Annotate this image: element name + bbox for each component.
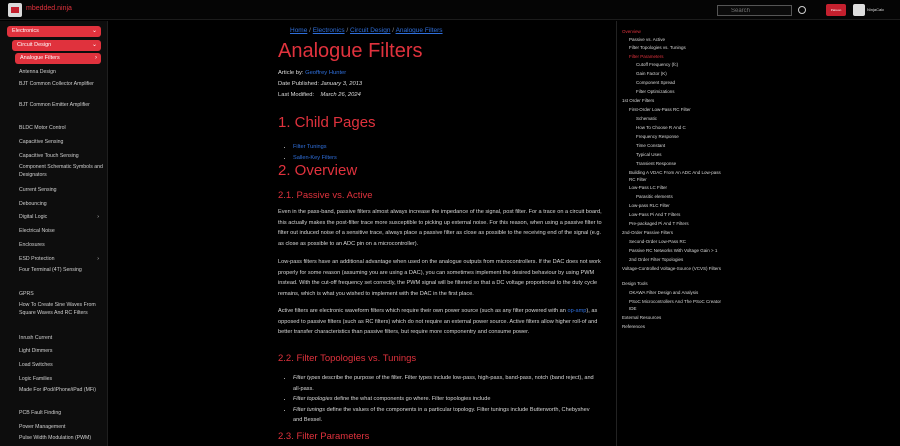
term: Filter types bbox=[293, 375, 321, 381]
site-title[interactable]: mbedded.ninja bbox=[26, 5, 72, 12]
definition: define the values of the components in a particular topology. Filter tunings include Butterworth, Chebyshev and Bessel. bbox=[293, 406, 590, 423]
sidebar-item-pwm[interactable]: Pulse Width Modulation (PWM) bbox=[19, 435, 92, 441]
breadcrumb-analogue-filters[interactable]: Analogue Filters bbox=[395, 27, 443, 34]
sidebar-item-circuit-design[interactable] bbox=[12, 40, 101, 51]
author-link[interactable]: Geoffrey Hunter bbox=[305, 70, 347, 76]
sidebar-item-current-sensing[interactable]: Current Sensing bbox=[19, 187, 57, 193]
toc-item[interactable]: Filter Optimizations bbox=[636, 89, 675, 94]
chevron-down-icon: ⌄ bbox=[91, 28, 97, 34]
sidebar-item-label: ESD Protection bbox=[19, 256, 55, 262]
sidebar-item-label: Electronics bbox=[12, 28, 39, 34]
toc-item[interactable]: Passive vs. Active bbox=[629, 37, 666, 42]
toc-item[interactable]: References bbox=[622, 324, 646, 329]
date-published bbox=[278, 81, 362, 87]
sidebar-item-sine-waves[interactable]: How To Create Sine Waves From Square Waves And RC Filters bbox=[19, 302, 96, 316]
toc-item[interactable]: First-Order Low-Pass RC Filter bbox=[629, 107, 691, 112]
sidebar-item-esd-protection[interactable] bbox=[19, 255, 103, 263]
breadcrumb-separator: / bbox=[346, 27, 349, 34]
ninjacalc-label[interactable]: NinjaCalc bbox=[867, 7, 885, 12]
definition: describe the purpose of the filter. Filter types include low-pass, high-pass, band-pass, notch (band reject), and all-pass. bbox=[293, 375, 594, 392]
definition: define the what components go where. Filter topologies include bbox=[332, 396, 491, 402]
paragraph-text: Active filters are electronic waveform filters which require their own power source (such as any filter powered with an bbox=[278, 308, 568, 314]
toc-item[interactable]: Cutoff Frequency (fc) bbox=[636, 62, 679, 67]
paragraph: Low-pass filters have an additional advantage when used on the analogue outputs from microcontrollers. If the DAC does not work properly for some reason (assuming you are using a DAC), you can sometimes implement the desired behaviour by using PWM instead. With the cut-off frequency set correctly, the PWM signal will be filtered so that a DC voltage proportional to the duty cycle remains, which is what you wished to implement with the DAC in the first place. bbox=[278, 259, 601, 297]
list-item bbox=[293, 142, 600, 153]
toc-item[interactable]: How To Choose R And C bbox=[636, 125, 686, 130]
sidebar-item-enclosures[interactable]: Enclosures bbox=[19, 242, 45, 248]
list-item bbox=[293, 405, 600, 426]
sidebar-item-four-terminal-sensing[interactable]: Four Terminal (4T) Sensing bbox=[19, 267, 82, 273]
author-label: Article by: bbox=[278, 70, 304, 76]
heading-topologies: 2.2. Filter Topologies vs. Tunings bbox=[278, 353, 417, 364]
toc-item[interactable]: OKAWA Filter Design and Analysis bbox=[629, 290, 699, 295]
toc-item[interactable]: External Resources bbox=[622, 315, 662, 320]
search-input[interactable] bbox=[717, 5, 792, 16]
sidebar-item-capacitive-touch-sensing[interactable]: Capacitive Touch Sensing bbox=[19, 153, 79, 159]
date-modified bbox=[278, 92, 361, 98]
sidebar-item-gprs[interactable]: GPRS bbox=[19, 291, 34, 297]
sidebar-item-bjt-common-collector[interactable]: BJT Common Collector Amplifier bbox=[19, 81, 94, 87]
toc-item[interactable]: Voltage-Controlled Voltage-Source (VCVS) Filters bbox=[622, 266, 722, 271]
toc-item[interactable]: 2nd Order Filter Topologies bbox=[629, 257, 684, 262]
page-title: Analogue Filters bbox=[278, 40, 423, 62]
ninjacalc-icon[interactable] bbox=[853, 4, 865, 16]
chevron-right-icon: › bbox=[97, 214, 99, 220]
toc-item-overview[interactable]: Overview bbox=[622, 29, 641, 34]
published-label: Date Published: bbox=[278, 81, 319, 87]
op-amp-link[interactable]: op-amp bbox=[567, 308, 587, 314]
breadcrumb-separator: / bbox=[309, 27, 311, 34]
toc-item[interactable]: Gain Factor (K) bbox=[636, 71, 667, 76]
child-link-filter-tunings[interactable]: Filter Tunings bbox=[293, 144, 327, 150]
list-item bbox=[293, 394, 600, 405]
sidebar-item-inrush-current[interactable]: Inrush Current bbox=[19, 335, 53, 341]
sidebar-item-label: Digital Logic bbox=[19, 214, 48, 220]
list-item bbox=[293, 373, 600, 394]
heading-child-pages: 1. Child Pages bbox=[278, 114, 376, 131]
modified-value: March 26, 2024 bbox=[320, 92, 361, 98]
left-sidebar bbox=[0, 21, 108, 446]
toc-item[interactable]: Filter Topologies vs. Tunings bbox=[629, 45, 686, 50]
sidebar-item-analogue-filters[interactable] bbox=[15, 53, 101, 64]
sidebar-item-label: Analogue Filters bbox=[20, 55, 60, 61]
sidebar-item-bjt-common-emitter[interactable]: BJT Common Emitter Amplifier bbox=[19, 102, 90, 108]
sidebar-item-label: Circuit Design bbox=[17, 42, 52, 48]
breadcrumb-circuit-design[interactable]: Circuit Design bbox=[350, 27, 391, 34]
article-author bbox=[278, 70, 346, 76]
toc-item[interactable]: Low-Pass LC Filter bbox=[629, 185, 668, 190]
toc-item[interactable]: Second-Order Low-Pass RC bbox=[629, 239, 687, 244]
sidebar-item-digital-logic[interactable] bbox=[19, 213, 103, 221]
sidebar-item-capacitive-sensing[interactable]: Capacitive Sensing bbox=[19, 139, 64, 145]
chevron-right-icon: › bbox=[97, 256, 99, 262]
term: Filter tunings bbox=[293, 406, 326, 413]
breadcrumb-electronics[interactable]: Electronics bbox=[312, 27, 345, 34]
sidebar-item-power-management[interactable]: Power Management bbox=[19, 424, 66, 430]
sidebar-item-electrical-noise[interactable]: Electrical Noise bbox=[19, 228, 55, 234]
term: Filter topologies bbox=[293, 396, 333, 402]
patreon-button[interactable]: Patreon bbox=[826, 4, 846, 16]
sidebar-item-electronics[interactable] bbox=[7, 26, 101, 37]
toc-item[interactable]: Typical Uses bbox=[636, 152, 662, 157]
sidebar-item-mfi[interactable]: Made For iPod/iPhone/iPad (MFi) bbox=[19, 387, 96, 393]
published-value: January 3, 2013 bbox=[320, 81, 363, 87]
paragraph: Even in the pass-band, passive filters almost always increase the impedance of the signal, post filter. For a trace on a circuit board, this actually makes the post-filter trace more susceptible to picking up external noise. For this reason, when using a passive filter to filter out induced noise of a sensitive trace, always place a passive filter as close as possible to the receiving end of the signal (e.g. as close as possible to an ADC pin on a microcontroller). bbox=[278, 209, 602, 247]
toc-item[interactable]: Component Spread bbox=[636, 80, 676, 85]
table-of-contents bbox=[616, 21, 722, 446]
toc-item[interactable]: Low-Pass Pi And T Filters bbox=[629, 212, 681, 217]
toc-item[interactable]: Time Constant bbox=[636, 143, 666, 148]
heading-parameters: 2.3. Filter Parameters bbox=[278, 431, 370, 442]
site-logo-icon[interactable] bbox=[8, 3, 22, 17]
toc-item[interactable]: Design Tools bbox=[622, 281, 648, 286]
toc-item[interactable]: Building A VDAC From An ADC And Low-pass RC Filter bbox=[629, 170, 721, 182]
sidebar-item-antenna-design[interactable]: Antenna Design bbox=[19, 69, 56, 75]
sidebar-item-component-schematic-symbols[interactable]: Component Schematic Symbols and Designators bbox=[19, 164, 103, 178]
toc-item[interactable]: PSoC Microcontrollers And The PSoC Creator IDE bbox=[629, 299, 721, 311]
toc-item[interactable]: 1st Order Filters bbox=[622, 98, 655, 103]
sidebar-item-logic-families[interactable]: Logic Families bbox=[19, 376, 53, 382]
heading-passive-active: 2.1. Passive vs. Active bbox=[278, 190, 373, 201]
sidebar-item-debouncing[interactable]: Debouncing bbox=[19, 201, 47, 207]
topologies-list bbox=[288, 373, 600, 426]
sidebar-item-bldc-motor-control[interactable]: BLDC Motor Control bbox=[19, 125, 66, 131]
toc-item[interactable]: Frequency Response bbox=[636, 134, 679, 139]
breadcrumb bbox=[290, 27, 443, 34]
toc-item[interactable]: Passive RC Networks With Voltage Gain > 1 bbox=[629, 248, 718, 253]
chevron-right-icon: › bbox=[95, 55, 97, 61]
child-link-sallen-key[interactable]: Sallen-Key Filters bbox=[293, 154, 337, 161]
toc-item[interactable]: Parasitic elements bbox=[636, 194, 673, 199]
top-bar bbox=[0, 0, 900, 20]
chevron-down-icon: ⌄ bbox=[91, 42, 97, 48]
paragraph-text: ), as opposed to passive filters (such as RC filters) which do not require an external power source. Active filters allow higher roll-of and better transfer characteristics than passive filters, but require more componentry and consume power. bbox=[278, 308, 598, 335]
heading-overview: 2. Overview bbox=[278, 162, 358, 179]
paragraph bbox=[278, 306, 603, 338]
modified-label: Last Modified: bbox=[278, 92, 315, 98]
theme-toggle-icon[interactable] bbox=[798, 6, 806, 14]
toc-item[interactable]: Low-pass RLC Filter bbox=[629, 203, 670, 208]
child-pages-list bbox=[288, 142, 600, 163]
sidebar-item-pcb-fault-finding[interactable]: PCB Fault Finding bbox=[19, 410, 62, 416]
breadcrumb-separator: / bbox=[392, 27, 395, 34]
sidebar-item-load-switches[interactable]: Load Switches bbox=[19, 362, 53, 368]
toc-item[interactable]: 2nd-Order Passive Filters bbox=[622, 230, 674, 235]
toc-item-filter-parameters[interactable]: Filter Parameters bbox=[629, 54, 664, 59]
breadcrumb-home[interactable]: Home bbox=[290, 27, 308, 34]
sidebar-item-light-dimmers[interactable]: Light Dimmers bbox=[19, 348, 53, 354]
toc-item[interactable]: Transient Response bbox=[636, 161, 677, 166]
toc-item[interactable]: Pre-packaged Pi And T Filters bbox=[629, 221, 689, 226]
toc-item[interactable]: Schematic bbox=[636, 116, 658, 121]
